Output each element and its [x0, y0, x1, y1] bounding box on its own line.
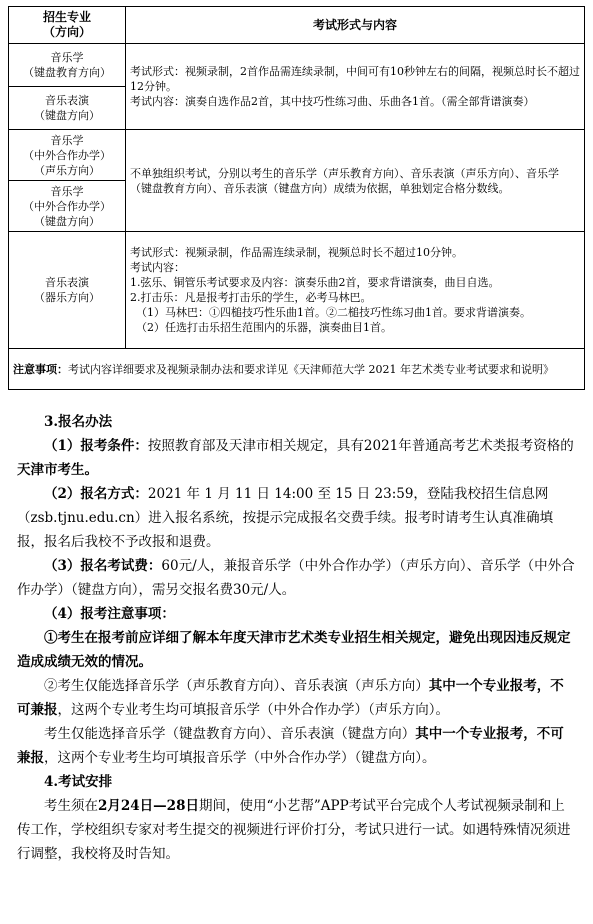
section-4-title: 4.考试安排	[44, 774, 113, 790]
content-line: 不单独组织考试，分别以考生的音乐学（声乐教育方向）、音乐表演（声乐方向）、音乐学（键盘教育方向）、音乐表演（键盘方向）成绩为依据，单独划定合格分数线。	[130, 166, 559, 195]
body-text	[17, 410, 577, 866]
content-line: （1）马林巴：①四槌技巧性乐曲1首。②二槌技巧性练习曲1首。要求背谱演奏。	[136, 306, 531, 319]
paragraph-schedule	[17, 794, 577, 866]
method-label: （2）报名方式：	[44, 486, 148, 502]
paragraph-fee	[17, 554, 577, 602]
major-cell: 音乐学 （键盘教育方向）	[9, 44, 126, 87]
content-line: 1.弦乐、铜管乐考试要求及内容：演奏乐曲2首，要求背谱演奏，曲目自选。	[130, 276, 500, 289]
notice-3-text-a: 考生仅能选择音乐学（键盘教育方向）、音乐表演（键盘方向）	[44, 726, 416, 742]
note-row	[9, 349, 585, 390]
table-row	[9, 44, 585, 87]
major-cell: 音乐学 （中外合作办学） （声乐方向）	[9, 130, 126, 181]
fee-text: 60元/人，兼报音乐学（中外合作办学）（声乐方向）、音乐学（中外合作办学）（键盘方向），需另交报名费30元/人。	[17, 558, 575, 598]
content-cell	[126, 232, 585, 349]
conditions-bold: 天津市考生。	[17, 462, 98, 478]
content-line: 考试形式：视频录制，作品需连续录制，视频总时长不超过10分钟。	[130, 246, 463, 259]
note-text: 考试内容详细要求及视频录制办法和要求详见《天津师范大学 2021 年艺术类专业考试要求和说明》	[68, 362, 554, 376]
major-cell: 音乐表演 （器乐方向）	[9, 232, 126, 349]
table-row	[9, 232, 585, 349]
table-header-row	[9, 7, 585, 44]
paragraph-notice-1	[17, 626, 577, 674]
method-text: 2021 年 1 月 11 日 14:00 至 15 日 23:59，登陆我校招生信息网（zsb.tjnu.edu.cn）进入报名系统，按提示完成报名交费手续。报考时请考生认真准确填报，报名后我校不予改报和退费。	[17, 486, 554, 550]
note-label: 注意事项：	[13, 362, 68, 376]
schedule-text-a: 考生须在	[44, 798, 98, 814]
notice-2-text-a: ②考生仅能选择音乐学（声乐教育方向）、音乐表演（声乐方向）	[44, 678, 429, 694]
content-cell	[126, 130, 585, 232]
schedule-bold: 2月24日—28日	[98, 798, 199, 814]
content-line: （2）任选打击乐招生范围内的乐器，演奏曲目1首。	[136, 321, 392, 334]
note-cell	[9, 349, 585, 390]
conditions-text: 按照教育部及天津市相关规定，具有2021年普通高考艺术类报考资格的	[147, 438, 574, 454]
content-line: 考试内容：	[130, 261, 185, 274]
content-line: 2.打击乐：凡是报考打击乐的学生，必考马林巴。	[130, 291, 372, 304]
notice-2-bold: 其中一个专业报考，不可兼报	[17, 678, 564, 718]
notice-2-text-b: ，这两个专业考生均可填报音乐学（中外合作办学）（声乐方向）。	[57, 702, 449, 718]
content-cell	[126, 44, 585, 130]
paragraph-method	[17, 482, 577, 554]
content-line: 考试形式：视频录制，2首作品需连续录制，中间可有10秒钟左右的间隔，视频总时长不超过12分钟。	[130, 65, 580, 93]
major-cell: 音乐学 （中外合作办学） （键盘方向）	[9, 181, 126, 232]
paragraph-notice-title	[17, 602, 577, 626]
content-line: 考试内容：演奏自选作品2首，其中技巧性练习曲、乐曲各1首。（需全部背谱演奏）	[130, 95, 535, 108]
conditions-label: （1）报考条件：	[44, 438, 148, 454]
paragraph-notice-3	[17, 722, 577, 770]
major-cell: 音乐表演 （键盘方向）	[9, 87, 126, 130]
exam-table	[8, 6, 585, 390]
notice-1-text: ①考生在报考前应详细了解本年度天津市艺术类专业招生相关规定，避免出现因违反规定造成成绩无效的情况。	[17, 630, 571, 670]
table-row	[9, 130, 585, 181]
header-content: 考试形式与内容	[126, 7, 585, 44]
schedule-text-b: 期间，使用“小艺帮”APP考试平台完成个人考试视频录制和上传工作，学校组织专家对考生提交的视频进行评价打分，考试只进行一试。如遇特殊情况须进行调整，我校将及时告知。	[17, 798, 571, 862]
section-3-title: 3.报名办法	[44, 414, 113, 430]
fee-label: （3）报名考试费：	[44, 558, 162, 574]
paragraph-notice-2	[17, 674, 577, 722]
paragraph-conditions	[17, 434, 577, 482]
notice-3-text-b: ，这两个专业考生均可填报音乐学（中外合作办学）（键盘方向）。	[44, 750, 436, 766]
header-major: 招生专业 （方向）	[9, 7, 126, 44]
notice-3-bold: 其中一个专业报考，不可兼报	[17, 726, 564, 766]
notice-label: （4）报考注意事项：	[44, 606, 175, 622]
